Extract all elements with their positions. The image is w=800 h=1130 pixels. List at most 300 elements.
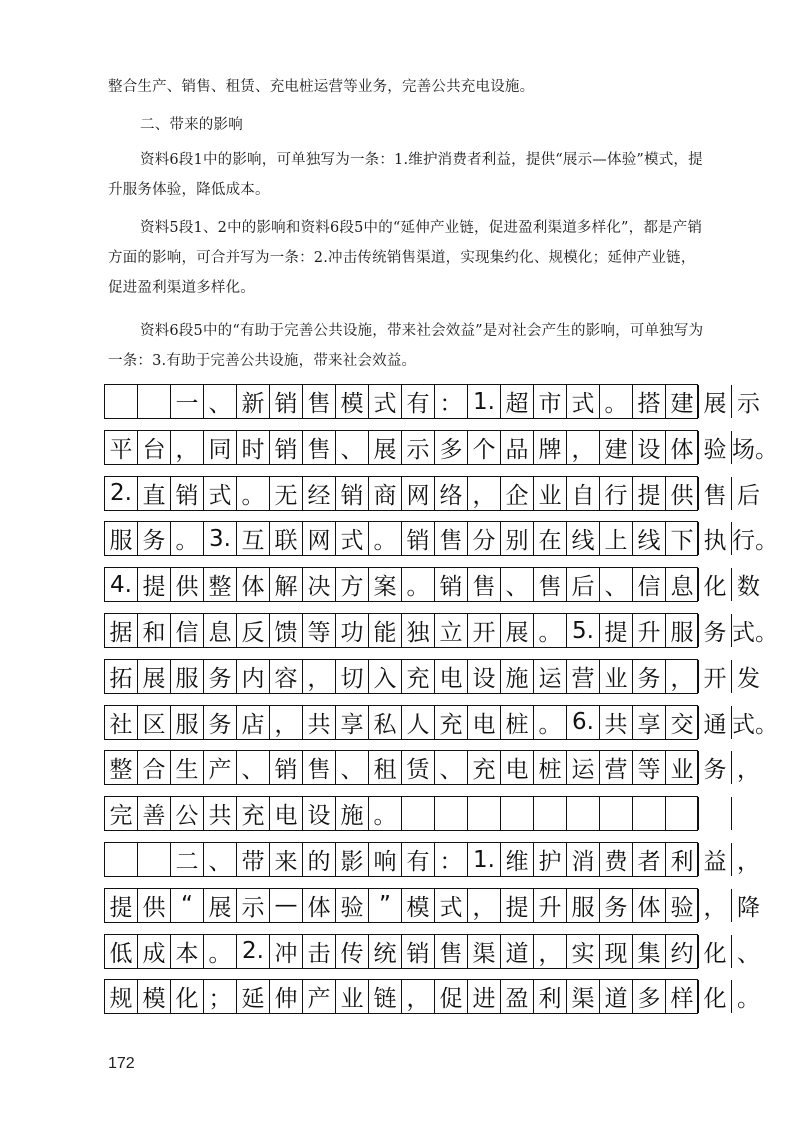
grid-cell: 。 <box>402 568 435 601</box>
grid-cell: 桩 <box>501 706 534 739</box>
grid-cell: 后 <box>737 482 760 509</box>
grid-cell: 化 <box>699 935 732 968</box>
grid-cell <box>600 797 633 830</box>
paragraph-impact-2: 资料5段1、2中的影响和资料6段5中的“延伸产业链，促进盈利渠道多样化”，都是产销方面的影响，可合并写为一条：2.冲击传统销售渠道，实现集约化、规模化；延伸产业链，促进盈利渠道多样化。 <box>108 220 703 296</box>
grid-cell: 后 <box>567 568 600 601</box>
grid-cell: 营 <box>600 751 633 784</box>
grid-cell: — <box>270 889 303 922</box>
grid-cell: 息 <box>204 614 237 647</box>
grid-cell: 多 <box>435 431 468 464</box>
grid-row <box>104 613 778 648</box>
grid-cell: 来 <box>270 843 303 876</box>
grid-cell: 。 <box>204 935 237 968</box>
grid-cell <box>567 797 600 830</box>
grid-cell: 反 <box>237 614 270 647</box>
grid-row <box>104 750 760 785</box>
grid-cell: 验 <box>666 889 699 922</box>
grid-cell: 销 <box>270 385 303 418</box>
grid-cell: “ <box>171 889 204 922</box>
grid-cell: 、 <box>237 751 270 784</box>
grid-row <box>104 705 778 740</box>
grid-row <box>104 934 760 969</box>
grid-cell: 决 <box>303 568 336 601</box>
grid-cell: 发 <box>737 665 760 692</box>
grid-cell: 线 <box>567 522 600 555</box>
grid-cell: ， <box>737 849 760 875</box>
grid-cell: 络 <box>435 477 468 510</box>
grid-cell: 者 <box>633 843 666 876</box>
grid-cell: 传 <box>336 935 369 968</box>
grid-cell: 业 <box>600 660 633 693</box>
grid-cell: 完 <box>105 797 138 830</box>
grid-cell: 别 <box>501 522 534 555</box>
grid-cell: 多 <box>633 980 666 1013</box>
grid-cell: 整 <box>204 568 237 601</box>
grid-cell: 冲 <box>270 935 303 968</box>
grid-cell: 。 <box>369 522 402 555</box>
grid-cell: 商 <box>369 477 402 510</box>
grid-cell: 电 <box>270 797 303 830</box>
grid-cell: 、 <box>336 751 369 784</box>
grid-cell: 本 <box>171 935 204 968</box>
grid-cell: 网 <box>402 477 435 510</box>
grid-cell: 充 <box>468 751 501 784</box>
grid-cell: 、 <box>204 385 237 418</box>
grid-row <box>104 384 760 419</box>
grid-cell: 式 <box>567 385 600 418</box>
grid-cell: 2. <box>237 935 270 968</box>
grid-cell: 方 <box>336 568 369 601</box>
grid-row <box>104 430 778 465</box>
grid-cell: 升 <box>534 889 567 922</box>
grid-cell: 1. <box>468 385 501 418</box>
grid-cell: 同 <box>204 431 237 464</box>
grid-cell: 道 <box>501 935 534 968</box>
grid-cell: 店 <box>237 706 270 739</box>
grid-cell: 业 <box>336 980 369 1013</box>
page-number: 172 <box>108 1055 135 1072</box>
grid-cell: 开 <box>699 660 732 693</box>
grid-cell: 息 <box>666 568 699 601</box>
grid-cell: 示 <box>237 889 270 922</box>
grid-cell: ， <box>737 757 760 784</box>
grid-cell: 等 <box>633 751 666 784</box>
grid-cell: 体 <box>633 889 666 922</box>
grid-cell: 自 <box>567 477 600 510</box>
grid-cell: 影 <box>336 843 369 876</box>
grid-cell: 提 <box>138 568 171 601</box>
grid-cell: 私 <box>369 706 402 739</box>
grid-cell: 样 <box>666 980 699 1013</box>
grid-cell: 促 <box>435 980 468 1013</box>
grid-cell: 据 <box>105 614 138 647</box>
grid-cell: 化 <box>699 980 732 1013</box>
grid-cell: 。 <box>369 797 402 830</box>
grid-cell: 体 <box>237 568 270 601</box>
grid-cell: 桩 <box>534 751 567 784</box>
grid-cell: 和 <box>138 614 171 647</box>
grid-cell: 新 <box>237 385 270 418</box>
grid-cell: 案 <box>369 568 402 601</box>
grid-cell: 售 <box>699 477 732 510</box>
grid-cell: 服 <box>105 522 138 555</box>
grid-cell: 链 <box>369 980 402 1013</box>
grid-cell: 网 <box>303 522 336 555</box>
grid-cell: 、 <box>435 751 468 784</box>
grid-cell: 供 <box>666 477 699 510</box>
grid-cell: 服 <box>171 706 204 739</box>
grid-cell: 享 <box>633 706 666 739</box>
grid-cell: ： <box>435 843 468 876</box>
grid-cell: 施 <box>336 797 369 830</box>
grid-cell: 在 <box>534 522 567 555</box>
grid-cell: 售 <box>435 522 468 555</box>
grid-cell: 示 <box>737 391 760 417</box>
grid-cell <box>105 385 138 418</box>
grid-cell: 6. <box>567 706 600 739</box>
grid-cell: 电 <box>501 751 534 784</box>
grid-cell: 销 <box>336 477 369 510</box>
grid-cell: 开 <box>468 614 501 647</box>
grid-row <box>104 888 760 923</box>
grid-cell: 营 <box>567 660 600 693</box>
grid-cell: ， <box>171 431 204 464</box>
grid-cell: 产 <box>204 751 237 784</box>
grid-cell: 共 <box>303 706 336 739</box>
grid-cell: 立 <box>435 614 468 647</box>
grid-cell: 产 <box>303 980 336 1013</box>
grid-cell: 低 <box>105 935 138 968</box>
grid-cell: 品 <box>501 431 534 464</box>
grid-cell: 牌 <box>534 431 567 464</box>
grid-cell: 验 <box>336 889 369 922</box>
grid-cell: 1. <box>468 843 501 876</box>
grid-cell <box>468 797 501 830</box>
grid-cell: 务 <box>138 522 171 555</box>
grid-cell: 服 <box>666 614 699 647</box>
grid-row <box>104 521 778 556</box>
grid-cell <box>435 797 468 830</box>
grid-cell: 整 <box>105 751 138 784</box>
grid-cell: 搭 <box>633 385 666 418</box>
grid-cell: 盈 <box>501 980 534 1013</box>
grid-cell: 互 <box>237 522 270 555</box>
grid-cell: 统 <box>369 935 402 968</box>
grid-cell <box>138 385 171 418</box>
grid-cell: 带 <box>237 843 270 876</box>
grid-row <box>104 476 760 511</box>
grid-cell: 人 <box>402 706 435 739</box>
grid-cell: 二 <box>171 843 204 876</box>
grid-cell: ， <box>468 477 501 510</box>
grid-cell: 交 <box>666 706 699 739</box>
grid-cell: 合 <box>138 751 171 784</box>
grid-cell: 入 <box>369 660 402 693</box>
grid-cell: 务 <box>699 751 732 784</box>
grid-cell: 行。 <box>732 528 778 555</box>
grid-cell: 有 <box>402 385 435 418</box>
grid-cell: 售 <box>435 935 468 968</box>
grid-cell: 渠 <box>567 980 600 1013</box>
grid-cell: ， <box>468 889 501 922</box>
grid-cell: 维 <box>501 843 534 876</box>
grid-cell: 个 <box>468 431 501 464</box>
grid-cell: 利 <box>666 843 699 876</box>
grid-cell: 销 <box>402 522 435 555</box>
grid-cell <box>633 797 666 830</box>
grid-cell: 赁 <box>402 751 435 784</box>
grid-cell: 利 <box>534 980 567 1013</box>
grid-cell: ， <box>303 660 336 693</box>
grid-cell: 渠 <box>468 935 501 968</box>
grid-row <box>104 659 760 694</box>
grid-cell: 化 <box>171 980 204 1013</box>
grid-cell: 式 <box>336 522 369 555</box>
grid-cell: 享 <box>336 706 369 739</box>
grid-cell: 售 <box>303 385 336 418</box>
grid-cell <box>732 797 765 830</box>
grid-cell <box>666 797 699 830</box>
grid-cell: 约 <box>666 935 699 968</box>
grid-cell: 行 <box>600 477 633 510</box>
grid-cell: 场。 <box>732 436 778 463</box>
grid-cell: 容 <box>270 660 303 693</box>
grid-cell: 设 <box>468 660 501 693</box>
grid-cell: ； <box>204 980 237 1013</box>
grid-cell: ， <box>567 431 600 464</box>
grid-cell: 销 <box>435 568 468 601</box>
grid-cell: 信 <box>171 614 204 647</box>
grid-cell <box>105 843 138 876</box>
grid-cell: 4. <box>105 568 138 601</box>
grid-cell <box>402 797 435 830</box>
grid-cell: 道 <box>600 980 633 1013</box>
paragraph-impact-3: 资料6段5中的“有助于完善公共设施，带来社会效益”是对社会产生的影响，可单独写为一条：3.有助于完善公共设施，带来社会效益。 <box>108 323 704 369</box>
grid-cell: 、 <box>336 431 369 464</box>
grid-row <box>104 567 760 602</box>
grid-cell: 模 <box>402 889 435 922</box>
grid-cell: 规 <box>105 980 138 1013</box>
grid-cell: 现 <box>600 935 633 968</box>
grid-cell: ” <box>369 889 402 922</box>
grid-cell: 务 <box>699 614 732 647</box>
grid-cell: 台 <box>138 431 171 464</box>
grid-cell: 。 <box>737 986 760 1013</box>
grid-cell: 费 <box>600 843 633 876</box>
grid-cell: 建 <box>666 385 699 418</box>
grid-cell: 联 <box>270 522 303 555</box>
grid-cell: 时 <box>237 431 270 464</box>
grid-row <box>104 979 760 1014</box>
grid-cell: 信 <box>633 568 666 601</box>
grid-cell: 体 <box>666 431 699 464</box>
grid-cell: 式 <box>204 477 237 510</box>
grid-cell: 、 <box>204 843 237 876</box>
grid-cell: 社 <box>105 706 138 739</box>
grid-cell: 充 <box>402 660 435 693</box>
grid-cell: 响 <box>369 843 402 876</box>
grid-row <box>104 796 698 831</box>
grid-cell: 务 <box>204 660 237 693</box>
grid-cell: 成 <box>138 935 171 968</box>
grid-row <box>104 842 760 877</box>
grid-cell: 一 <box>171 385 204 418</box>
grid-cell: 执 <box>699 522 732 555</box>
section-heading-impact: 二、带来的影响 <box>140 117 243 133</box>
grid-cell: 电 <box>435 660 468 693</box>
grid-cell: 。 <box>600 385 633 418</box>
grid-cell: 善 <box>138 797 171 830</box>
grid-cell: 化 <box>699 568 732 601</box>
grid-cell: 切 <box>336 660 369 693</box>
grid-cell: 。 <box>171 522 204 555</box>
grid-cell: 展 <box>699 385 732 418</box>
grid-cell: 区 <box>138 706 171 739</box>
grid-cell: 集 <box>633 935 666 968</box>
grid-cell: 设 <box>303 797 336 830</box>
grid-cell: 售 <box>534 568 567 601</box>
grid-cell: 有 <box>402 843 435 876</box>
grid-cell: 进 <box>468 980 501 1013</box>
grid-cell: 销 <box>270 431 303 464</box>
grid-cell: 电 <box>468 706 501 739</box>
grid-cell: 拓 <box>105 660 138 693</box>
grid-cell: 益 <box>699 843 732 876</box>
grid-cell: 直 <box>138 477 171 510</box>
grid-cell: 下 <box>666 522 699 555</box>
grid-cell: 提 <box>105 889 138 922</box>
grid-cell: 供 <box>171 568 204 601</box>
grid-cell: 2. <box>105 477 138 510</box>
grid-cell: 示 <box>402 431 435 464</box>
grid-cell: 展 <box>138 660 171 693</box>
grid-cell: 业 <box>534 477 567 510</box>
text-line-continuation: 整合生产、销售、租赁、充电桩运营等业务，完善公共充电设施。 <box>108 79 535 95</box>
grid-cell: 租 <box>369 751 402 784</box>
grid-cell: 验 <box>699 431 732 464</box>
grid-cell: ， <box>699 889 732 922</box>
grid-cell: 3. <box>204 522 237 555</box>
grid-cell: 延 <box>237 980 270 1013</box>
grid-cell: 售 <box>303 431 336 464</box>
grid-cell: 伸 <box>270 980 303 1013</box>
grid-cell: 实 <box>567 935 600 968</box>
grid-cell: 平 <box>105 431 138 464</box>
grid-cell: 公 <box>171 797 204 830</box>
grid-cell: 击 <box>303 935 336 968</box>
grid-cell <box>699 797 732 830</box>
grid-cell: 护 <box>534 843 567 876</box>
grid-cell: 共 <box>204 797 237 830</box>
grid-cell: 数 <box>737 574 760 601</box>
grid-cell: 、 <box>501 568 534 601</box>
grid-cell: 共 <box>600 706 633 739</box>
grid-cell: 务 <box>600 889 633 922</box>
grid-cell: ， <box>402 980 435 1013</box>
grid-cell: 提 <box>600 614 633 647</box>
grid-cell: 通 <box>699 706 732 739</box>
grid-cell: 。 <box>534 614 567 647</box>
grid-cell: 展 <box>369 431 402 464</box>
grid-cell: 、 <box>600 568 633 601</box>
grid-cell: 设 <box>633 431 666 464</box>
grid-cell: 务 <box>633 660 666 693</box>
grid-cell: 经 <box>303 477 336 510</box>
grid-cell: 充 <box>237 797 270 830</box>
grid-cell: 务 <box>204 706 237 739</box>
grid-cell: 模 <box>138 980 171 1013</box>
grid-cell: 超 <box>501 385 534 418</box>
grid-cell: 售 <box>303 751 336 784</box>
grid-cell: 式。 <box>732 711 778 738</box>
grid-cell: 5. <box>567 614 600 647</box>
grid-cell: 式 <box>369 385 402 418</box>
grid-cell: 功 <box>336 614 369 647</box>
grid-cell: 内 <box>237 660 270 693</box>
grid-cell: 的 <box>303 843 336 876</box>
grid-cell: 线 <box>633 522 666 555</box>
grid-cell: 售 <box>468 568 501 601</box>
grid-cell: ， <box>270 706 303 739</box>
grid-cell: 业 <box>666 751 699 784</box>
grid-cell <box>534 797 567 830</box>
grid-cell: 体 <box>303 889 336 922</box>
grid-cell: 企 <box>501 477 534 510</box>
grid-cell: 升 <box>633 614 666 647</box>
grid-cell: 等 <box>303 614 336 647</box>
grid-cell: 充 <box>435 706 468 739</box>
grid-cell: 消 <box>567 843 600 876</box>
grid-cell: 。 <box>534 706 567 739</box>
grid-cell: 馈 <box>270 614 303 647</box>
grid-cell: 无 <box>270 477 303 510</box>
grid-cell: 提 <box>633 477 666 510</box>
grid-cell: 提 <box>501 889 534 922</box>
grid-cell: 模 <box>336 385 369 418</box>
grid-cell: 展 <box>204 889 237 922</box>
grid-cell: 分 <box>468 522 501 555</box>
grid-cell: 展 <box>501 614 534 647</box>
grid-cell: 。 <box>237 477 270 510</box>
grid-cell: 式 <box>435 889 468 922</box>
grid-cell: ： <box>435 385 468 418</box>
grid-cell: 生 <box>171 751 204 784</box>
grid-cell: 销 <box>171 477 204 510</box>
grid-cell: 运 <box>567 751 600 784</box>
grid-cell: 销 <box>270 751 303 784</box>
grid-cell: 能 <box>369 614 402 647</box>
grid-cell: ， <box>534 935 567 968</box>
grid-cell: 独 <box>402 614 435 647</box>
grid-cell: 服 <box>567 889 600 922</box>
grid-cell: 施 <box>501 660 534 693</box>
grid-cell <box>501 797 534 830</box>
grid-cell: 供 <box>138 889 171 922</box>
grid-cell: 建 <box>600 431 633 464</box>
grid-cell: 解 <box>270 568 303 601</box>
grid-cell: 运 <box>534 660 567 693</box>
grid-cell: 服 <box>171 660 204 693</box>
grid-cell: 销 <box>402 935 435 968</box>
grid-cell: ， <box>666 660 699 693</box>
grid-cell: 上 <box>600 522 633 555</box>
grid-cell: 、 <box>737 940 760 967</box>
grid-cell: 市 <box>534 385 567 418</box>
paragraph-impact-1: 资料6段1中的影响，可单独写为一条：1.维护消费者利益，提供“展示—体验”模式，提升服务体验，降低成本。 <box>108 152 703 198</box>
grid-cell <box>138 843 171 876</box>
grid-cell: 式。 <box>732 620 778 646</box>
grid-cell: 降 <box>737 894 760 921</box>
